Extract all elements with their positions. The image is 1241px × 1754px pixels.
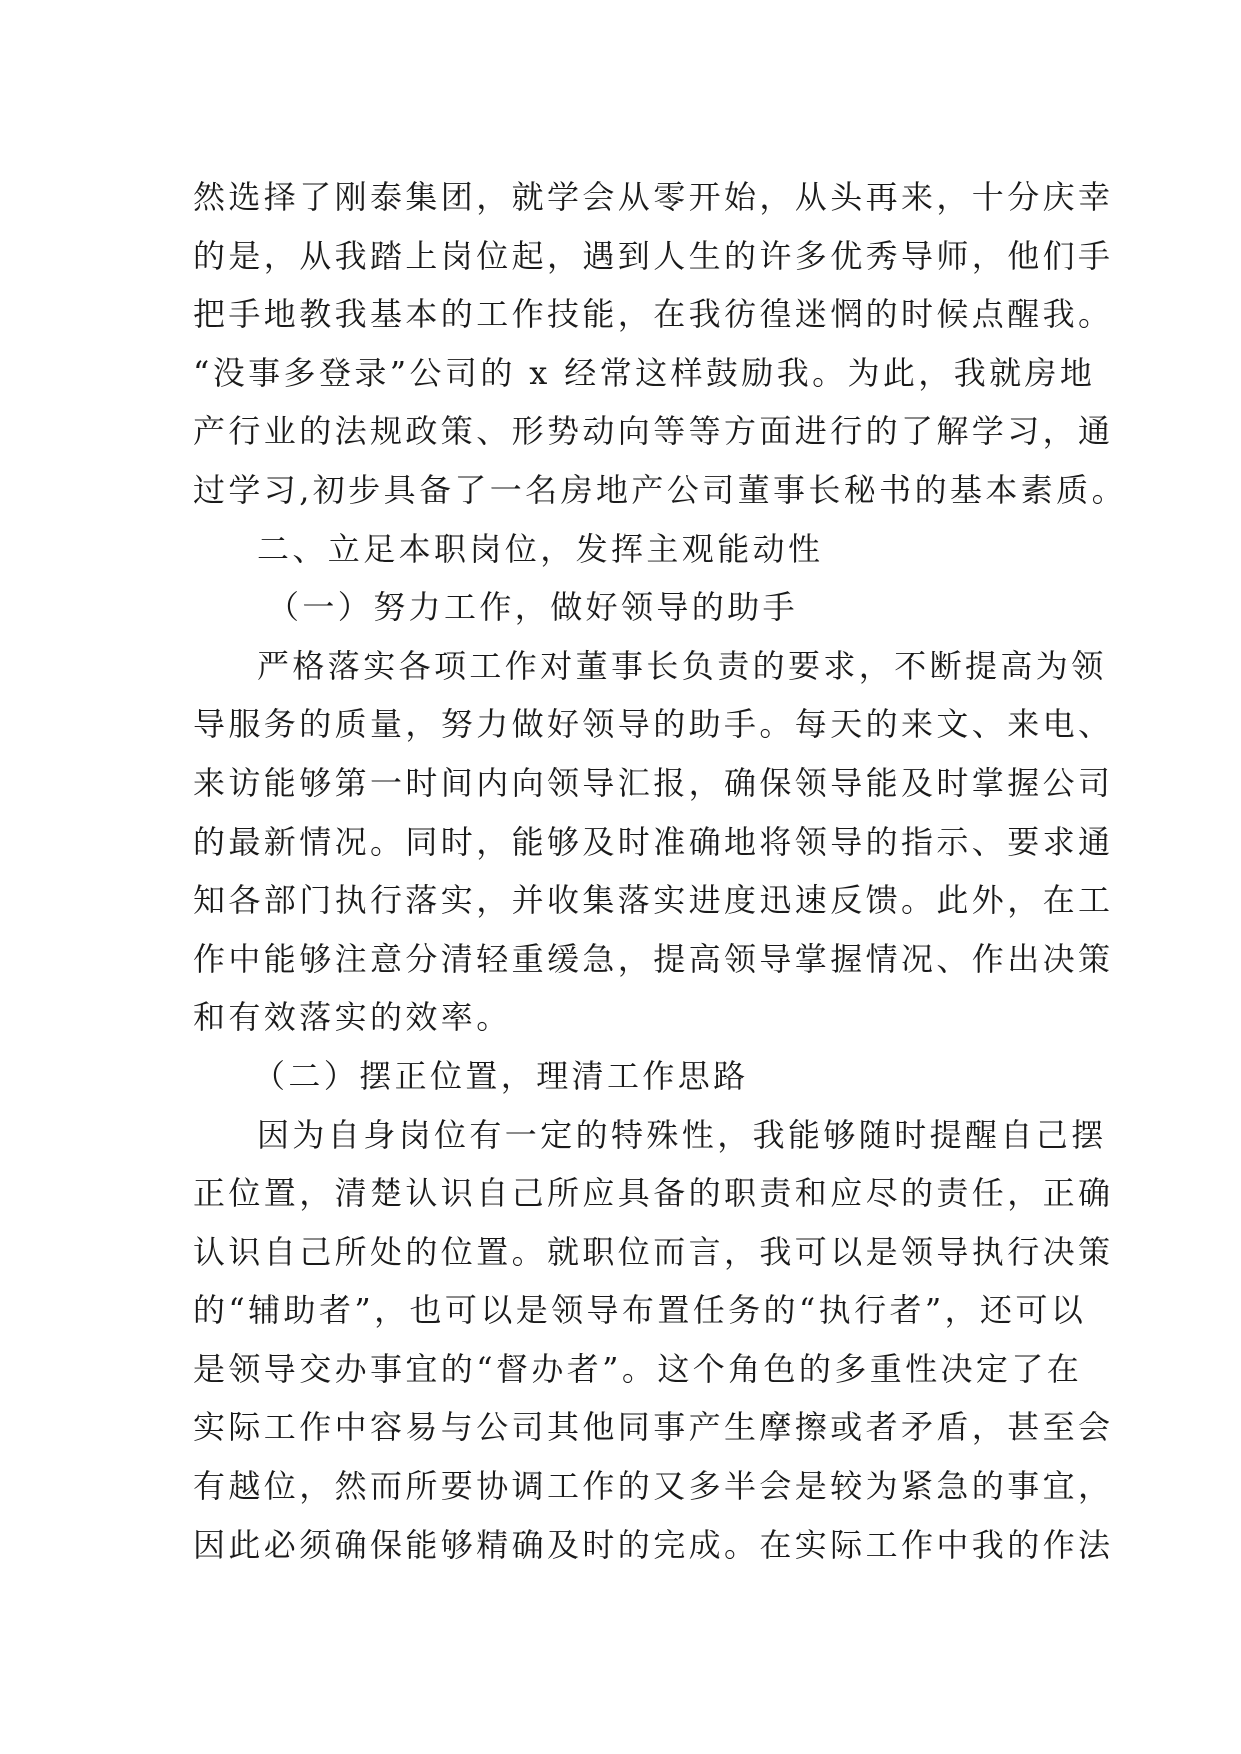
text-line: “没事多登录”公司的 x 经常这样鼓励我。为此，我就房地 [193,353,1096,392]
document-body [193,168,1127,1574]
text-line: 有越位，然而所要协调工作的又多半会是较为紧急的事宜， [193,1467,1114,1506]
subsection-heading: （一）努力工作，做好领导的助手 [267,588,799,627]
text-line: 然选择了刚泰集团，就学会从零开始，从头再来，十分庆幸 [193,178,1114,216]
text-line: 的“辅助者”，也可以是领导布置任务的“执行者”，还可以 [193,1291,1087,1330]
subsection-heading: （二）摆正位置，理清工作思路 [253,1056,749,1095]
paragraph-first-line: 因为自身岗位有一定的特殊性，我能够随时提醒自己摆 [257,1115,1107,1154]
text-line: 是领导交办事宜的“督办者”。这个角色的多重性决定了在 [193,1349,1083,1388]
text-line: 认识自己所处的位置。就职位而言，我可以是领导执行决策 [193,1232,1114,1271]
paragraph-first-line: 严格落实各项工作对董事长负责的要求，不断提高为领 [257,646,1107,685]
text-line: 的是，从我踏上岗位起，遇到人生的许多优秀导师，他们手 [193,236,1114,275]
text-line: 的最新情况。同时，能够及时准确地将领导的指示、要求通 [193,822,1114,861]
text-line: 作中能够注意分清轻重缓急，提高领导掌握情况、作出决策 [193,939,1114,978]
text-line: 和有效落实的效率。 [193,998,512,1037]
text-line: 来访能够第一时间内向领导汇报，确保领导能及时掌握公司 [193,763,1114,802]
text-line: 把手地教我基本的工作技能，在我彷徨迷惘的时候点醒我。 [193,295,1114,334]
text-line: 导服务的质量，努力做好领导的助手。每天的来文、来电、 [193,705,1114,744]
section-heading: 二、立足本职岗位，发挥主观能动性 [257,529,824,568]
text-line: 过学习,初步具备了一名房地产公司董事长秘书的基本素质。 [193,470,1127,509]
text-line: 实际工作中容易与公司其他同事产生摩擦或者矛盾，甚至会 [193,1408,1114,1447]
text-line: 产行业的法规政策、形势动向等等方面进行的了解学习，通 [193,412,1114,451]
text-line: 知各部门执行落实，并收集落实进度迅速反馈。此外，在工 [193,881,1114,920]
text-line: 因此必须确保能够精确及时的完成。在实际工作中我的作法 [193,1525,1114,1564]
text-line: 正位置，清楚认识自己所应具备的职责和应尽的责任，正确 [193,1174,1114,1213]
